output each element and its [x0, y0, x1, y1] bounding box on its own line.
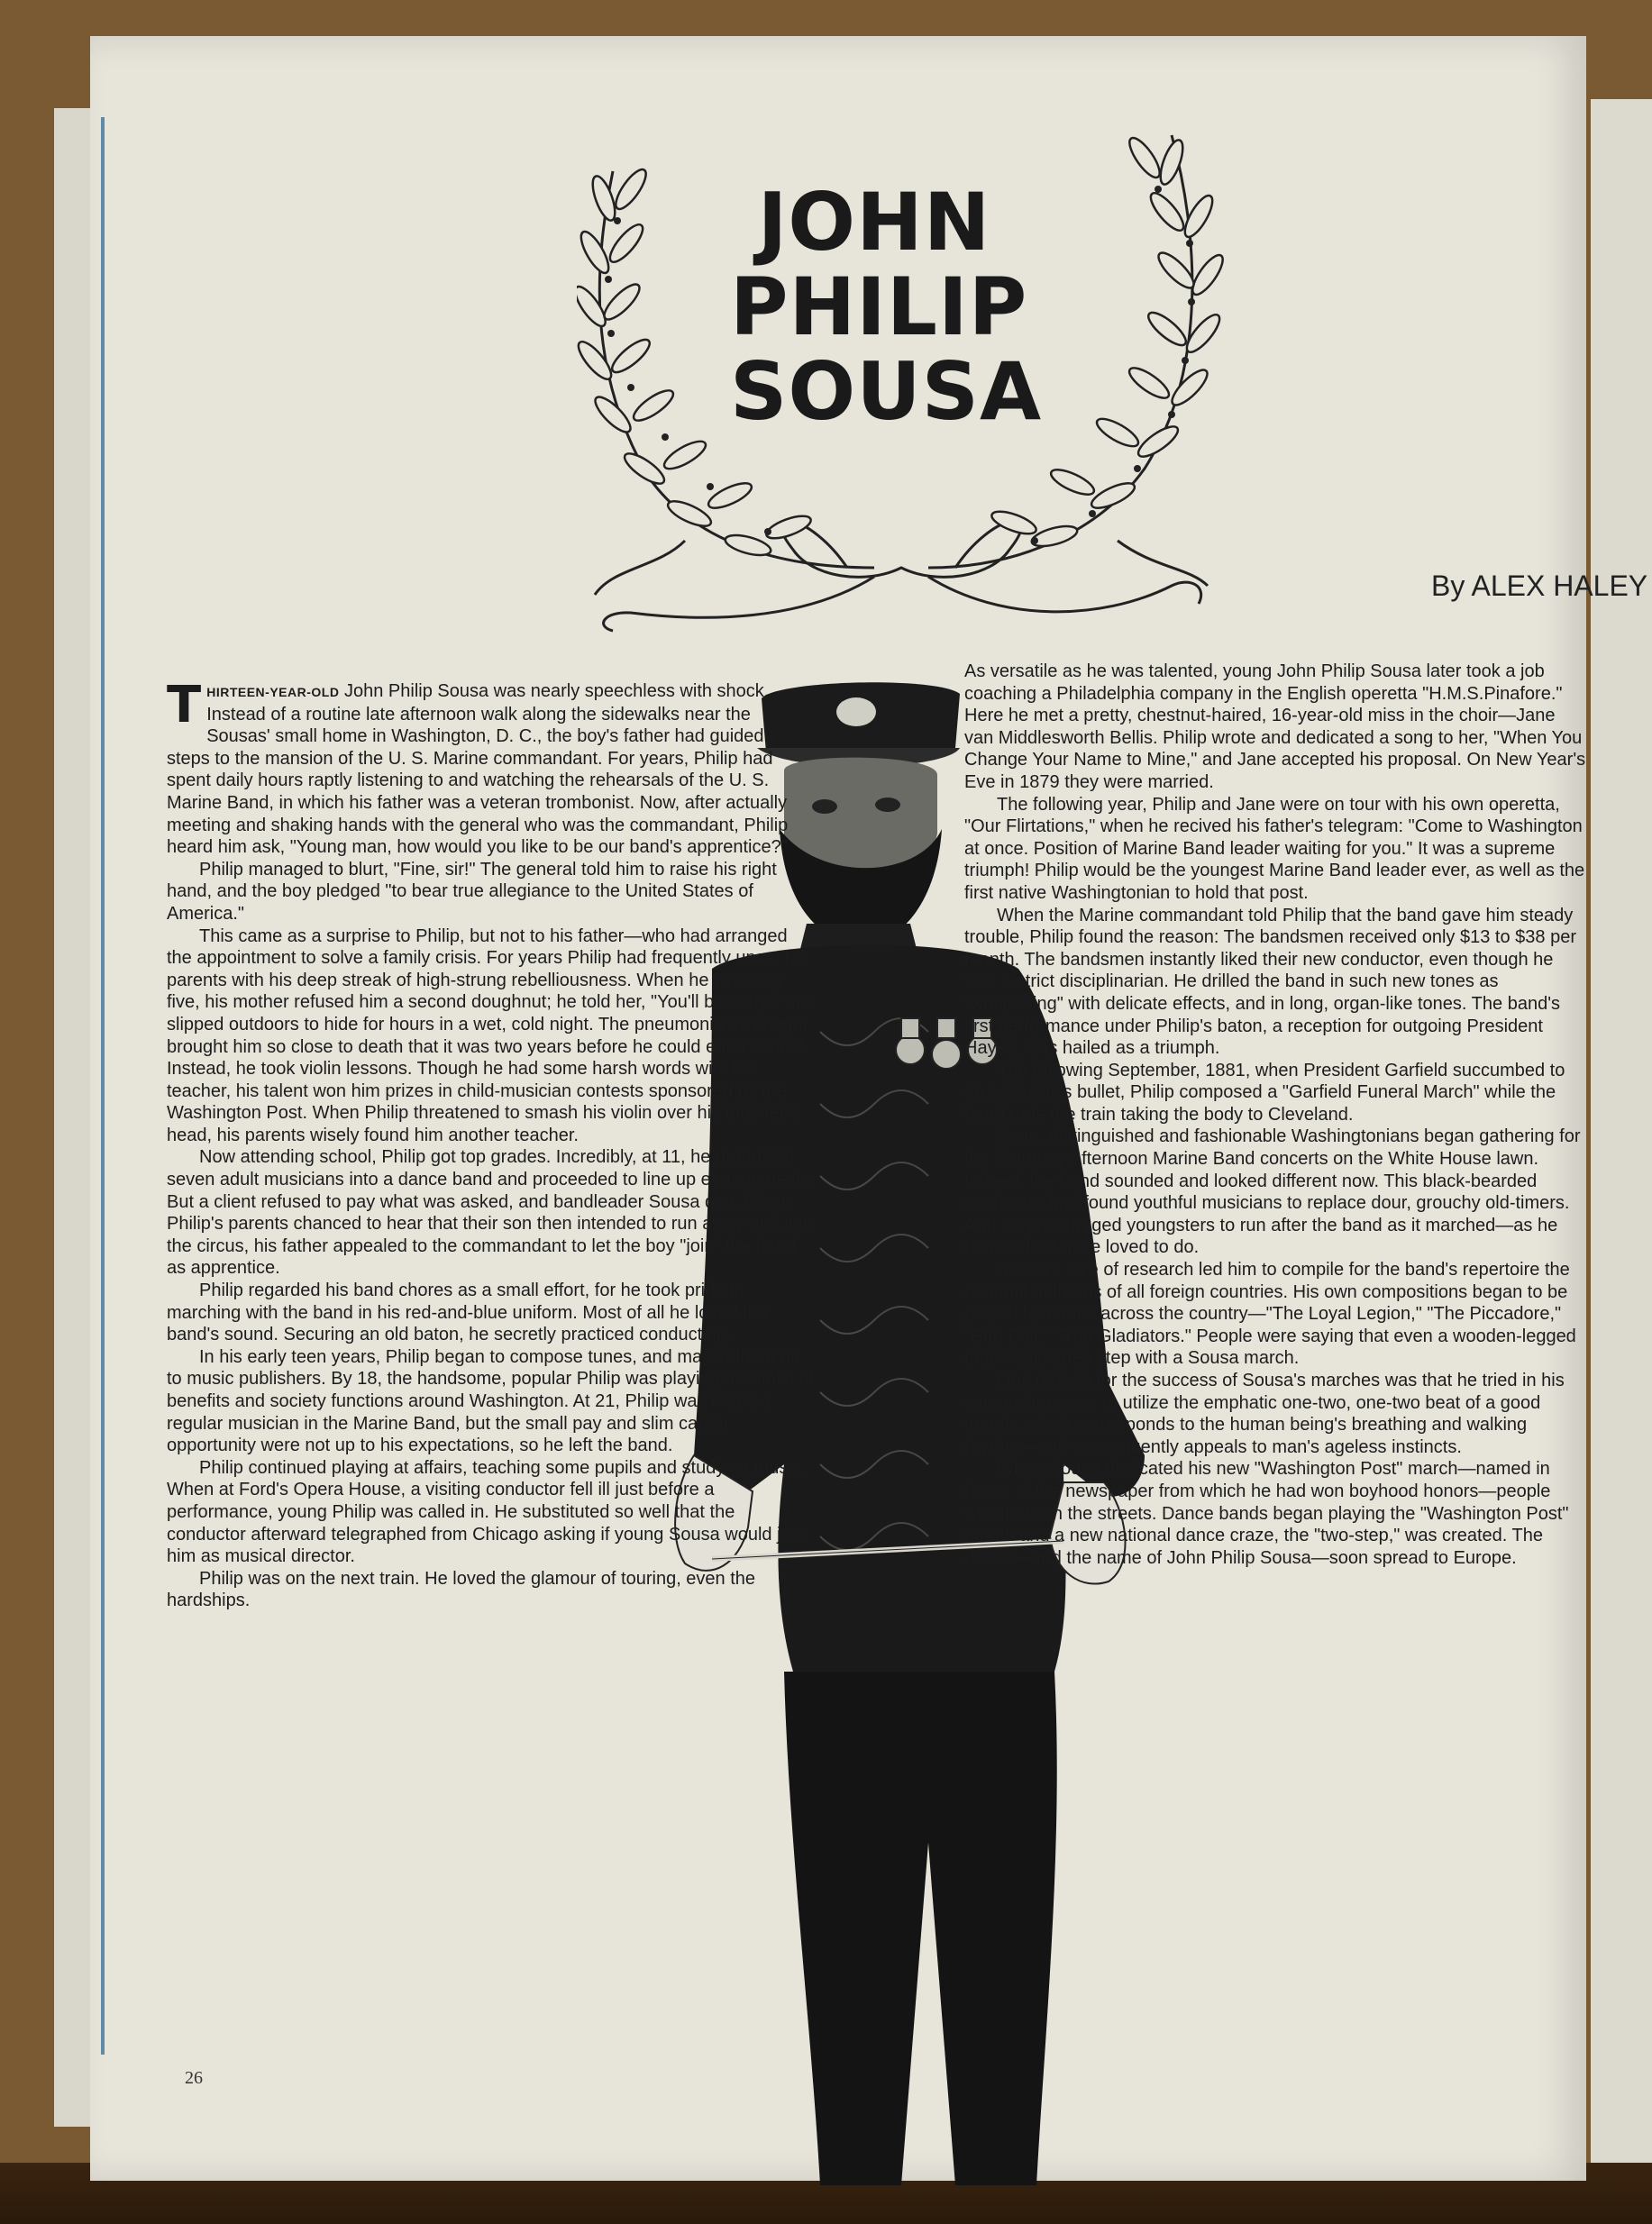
- article-right-column: [964, 661, 1586, 1569]
- title-line-1: JOHN: [757, 176, 991, 269]
- paragraph: Philip regarded his band chores as a small effort, for he took pride in marching with the band in his red-and-blue uniform. Most of all he loved the band's sound. Securing an old baton, he secretly practiced conducting.: [167, 1281, 769, 1345]
- paragraph: The following year, Philip and Jane were on tour with his own operetta, "Our Flirtations," when he recived his father's telegram: "Come to Washington at once. Position of Marine Band leader waiting for you." It was a supreme triumph! Philip would be the youngest Marine Band leader ever, as well as the first native Washingtonian to hold that post.: [964, 794, 1585, 903]
- paragraph: In his early teen years, Philip began to compose tunes, and mailed them off to music publishers. By 18, the handsome, popular Philip was playing his violin at benefits and society functions around Washington. At 21, Philip was made a regular musician in the Marine Band, but the small pay and slim career opportunity were not up to his expectations, so he left the band.: [167, 1346, 815, 1456]
- title-line-2: PHILIP: [730, 260, 1028, 353]
- paragraph: As versatile as he was talented, young John Philip Sousa later took a job coaching a Philadelphia company in the English operetta "H.M.S.Pinafore." Here he met a pretty, chestnut-haired, 16-year-old miss in the choir—Jane van Middlesworth Bellis. Philip wrote and dedicated a song to her, "When You Change Your Name to Mine," and Jane accepted his proposal. On New Year's Eve in 1879 they were married.: [964, 661, 1586, 792]
- paragraph: The following September, 1881, when President Garfield succumbed to an assassin's bullet, Philip composed a "Garfield Funeral March" while the band rode the train taking the body to Cleveland.: [964, 1060, 1565, 1125]
- page-number: 26: [185, 2068, 203, 2088]
- paragraph: Philip was on the next train. He loved the glamour of touring, even the hardships.: [167, 1568, 756, 1611]
- paragraph: [167, 676, 816, 859]
- paragraph: Sousa's love of research led him to compile for the band's repertoire the national anthems of all foreign countries. His own compositions began to be played by bands across the country—"The Loyal Legion," "The Piccadore," "Ben Bolt," "The Gladiators." People were saying that even a wooden-legged man could keep step with a Sousa march.: [964, 1260, 1576, 1369]
- drop-cap: T: [167, 676, 202, 734]
- paragraph: When the Marine commandant told Philip that the band gave him steady trouble, Philip found the reason: The bandsmen received only $13 to $38 per month. The bandsmen instantly liked their new conductor, even though he was a strict disciplinarian. He drilled the band in such new tones as "whispering" with delicate effects, and in long, organ-like tones. The band's first performance under Philip's baton, a reception for outgoing President Hayes, was hailed as a triumph.: [964, 905, 1576, 1059]
- margin-rule: [101, 117, 105, 2055]
- paragraph: Now attending school, Philip got top grades. Incredibly, at 11, he organized seven adult musicians into a dance band and proceeded to line up engagements. But a client refused to pay what was asked, and bandleader Sousa quit. When Philip's parents chanced to hear that their son then intended to run away and join the circus, his father appealed to the commandant to let the boy "join" the band as apprentice.: [167, 1147, 816, 1279]
- title-line-3: SOUSA: [730, 345, 1043, 438]
- paragraph: Soon, distinguished and fashionable Washingtonians began gathering for the Saturday afternoon Marine Band concerts on the White House lawn. Indeed, the band sounded and looked different now. This black-bearded conductor had found youthful musicians to replace dour, grouchy old-timers. And he encouraged youngsters to run after the band as it marched—as he himself had once loved to do.: [964, 1126, 1581, 1258]
- paragraph: When Sousa dedicated his new "Washington Post" march—named in honor of the newspaper from which he had won boyhood honors—people whistled it in the streets. Dance bands began playing the "Washington Post" march and a new national dance craze, the "two-step," was created. The dance—and the name of John Philip Sousa—soon spread to Europe.: [964, 1459, 1569, 1568]
- paragraph: One reason for the success of Sousa's marches was that he tried in his composing ways to utilize the emphatic one-two, one-two beat of a good march, which corresponds to the human being's breathing and walking rhythm—and consequently appeals to man's ageless instincts.: [964, 1371, 1565, 1457]
- article-left-column: [167, 676, 816, 1612]
- paragraph: Philip continued playing at affairs, teaching some pupils and studying music. When at Ford's Opera House, a visiting conductor fell ill just before a performance, young Philip was called in. He substituted so well that the conductor afterward telegraphed from Chicago asking if young Sousa would join him as musical director.: [167, 1457, 807, 1567]
- paragraph: Philip managed to blurt, "Fine, sir!" The general told him to raise his right hand, and the boy pledged "to bear true allegiance to the United States of America.": [167, 859, 777, 924]
- paragraph-text: John Philip Sousa was nearly speechless with shock. Instead of a routine late afternoon walk along the sidewalks near the Sousas' small home in Washington, D. C., the boy's father had guided their steps to the mansion of the U. S. Marine commandant. For years, Philip had spent daily hours raptly listening to and watching the rehearsals of the U. S. Marine Band, in which his father was a veteran trombonist. Now, after actually meeting and shaking hands with the general who was the commandant, Philip heard him ask, "Young man, how would you like to be our band's apprentice?": [167, 681, 805, 858]
- author-byline: By ALEX HALEY: [1431, 570, 1648, 602]
- facing-page-edge: [1591, 99, 1652, 2163]
- lead-in-caps: HIRTEEN-YEAR-OLD: [206, 685, 340, 699]
- paragraph: This came as a surprise to Philip, but not to his father—who had arranged the appointment to solve a family crisis. For years Philip had frequently upset his parents with his deep streak of high-strung rebelliousness. When he was only five, his mother refused him a second doughnut; he told her, "You'll be sorry!" and slipped outdoors to hide for hours in a wet, cold night. The pneumonia he caught brought him so close to death that it was two years before he could enter school. Instead, he took violin lessons. Though he had some harsh words with his teacher, his talent won him prizes in child-musician contests sponsored by the Washington Post. When Philip threatened to smash his violin over his teacher's head, his parents wisely found him another teacher.: [167, 925, 816, 1145]
- article-title: [730, 176, 1043, 438]
